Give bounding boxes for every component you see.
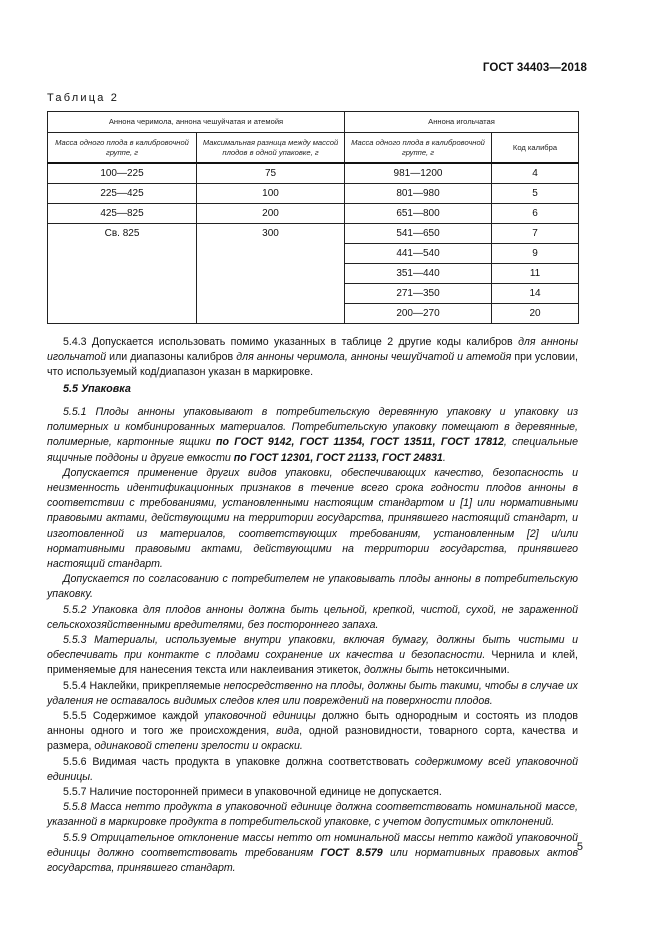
group-header-cherimoya: Аннона черимола, аннона чешуйчатая и атемойя: [48, 112, 345, 133]
text-run: , должны быть такими, чтобы в случае их удаления не оставалось видимых следов клея или повреждений на поверхности плодов.: [47, 679, 578, 707]
page-number: 5: [576, 841, 583, 853]
text-run: нетоксичными.: [433, 664, 510, 677]
text-run: одинаковой степени зрелости и окраски.: [94, 740, 303, 753]
cell-caliber-code: 4: [492, 163, 579, 184]
cell-max-diff: 300: [197, 224, 345, 324]
document-code: ГОСТ 34403—2018: [482, 62, 587, 74]
cell-mass-right: 271—350: [345, 284, 492, 304]
text-run: .: [442, 451, 446, 464]
clause-5-4-3: [47, 335, 578, 381]
cell-caliber-code: 20: [492, 304, 579, 324]
paragraph: 5.5.2 Упаковка для плодов анноны должна быть цельной, крепкой, чистой, сухой, не зараженной сельскохозяйственными вредителями, без постороннего запаха.: [47, 603, 578, 631]
table-row: [48, 163, 579, 184]
text-run: или диапазоны калибров: [106, 351, 237, 364]
cell-caliber-code: 5: [492, 184, 579, 204]
table-column-header-row: [48, 133, 579, 164]
cell-mass-right: 441—540: [345, 244, 492, 264]
text-run: упаковочной единицы: [204, 710, 316, 723]
paragraph: Допускается по согласованию с потребителем не упаковывать плоды анноны в потребительскую упаковку.: [47, 573, 578, 601]
cell-mass-right: 981—1200: [345, 163, 492, 184]
text-run: вида: [275, 725, 300, 738]
cell-max-diff: 100: [197, 184, 345, 204]
paragraph: [47, 831, 578, 877]
paragraph: [47, 679, 578, 709]
text-run: 5.5.1 Плоды анноны упаковывают в потребительскую деревянную упаковку и упаковку из полимерных и комбинированных материалов. Потребительскую упаковку помещают в деревянные, полимерные, картонные ящики: [47, 406, 578, 449]
text-run: по ГОСТ 9142, ГОСТ 11354, ГОСТ 13511, ГОСТ 17812: [216, 436, 504, 449]
text-run: 5.5.5 Содержимое каждой: [63, 710, 205, 723]
cell-mass-right: 541—650: [345, 224, 492, 244]
text-run: 5.5.4 Наклейки, прикрепляемые: [63, 679, 224, 692]
cell-caliber-code: 14: [492, 284, 579, 304]
text-run: должно быть однородным и состоять из плодов анноны одного и того же происхождения,: [47, 710, 578, 738]
caliber-table: [47, 111, 579, 324]
text-run: 5.4.3 Допускается использовать помимо указанных в таблице 2 другие коды калибров: [63, 336, 519, 348]
section-5-5-body: [47, 405, 578, 876]
paragraph: [47, 755, 578, 785]
text-run: , одной разновидности, товарного сорта, качества и размера,: [47, 725, 578, 753]
cell-mass-right: 200—270: [345, 304, 492, 324]
cell-mass-right: 801—980: [345, 184, 492, 204]
paragraph: [47, 335, 578, 381]
cell-mass-left: Св. 825: [48, 224, 197, 324]
text-run: , специальные ящичные поддоны и другие емкости: [47, 436, 578, 464]
paragraph: Допускается применение других видов упаковки, обеспечивающих качество, безопасность и неизменность идентификационных признаков в течение всего срока годности плодов анноны в соответствии с требованиями, установленными настоящим стандартом и [1] или нормативными правовыми актами, действующими на территории государства, принявшего настоящий стандарт, и изготовленной из материалов, соответствующих требованиям, установленным [2] и/или нормативными правовыми актами, действующими на территории государства, принявшего настоящий стандарт.: [47, 466, 578, 571]
text-run: Чернила и клей, применяемые для нанесения текста или наклеивания этикеток,: [47, 649, 578, 677]
cell-caliber-code: 11: [492, 264, 579, 284]
cell-caliber-code: 9: [492, 244, 579, 264]
text-run: содержимому всей упаковочной единицы.: [47, 755, 578, 783]
cell-max-diff: 75: [197, 163, 345, 184]
table-group-header-row: [48, 112, 579, 133]
table-row: [48, 224, 579, 244]
paragraph: [47, 633, 578, 679]
text-run: 5.5.6 Видимая часть продукта в упаковке должна соответствовать: [63, 755, 415, 768]
paragraph: [47, 709, 578, 755]
cell-caliber-code: 7: [492, 224, 579, 244]
cell-mass-right: 351—440: [345, 264, 492, 284]
col-header-max-diff: Максимальная разница между массой плодов в одной упаковке, г: [197, 133, 345, 164]
col-header-caliber-code: Код калибра: [492, 133, 579, 164]
text-run: по ГОСТ 12301, ГОСТ 21133, ГОСТ 24831: [233, 451, 443, 464]
col-header-mass-right: Масса одного плода в калибровочной группе, г: [345, 133, 492, 164]
text-run: ГОСТ 8.579: [320, 846, 383, 859]
text-run: непосредственно на плоды: [223, 679, 362, 692]
cell-max-diff: 200: [197, 204, 345, 224]
cell-mass-left: 225—425: [48, 184, 197, 204]
cell-caliber-code: 6: [492, 204, 579, 224]
text-run: или нормативных правовых актов государства, принявшего стандарт.: [47, 846, 578, 875]
cell-mass-left: 100—225: [48, 163, 197, 184]
section-title-packaging: 5.5 Упаковка: [63, 383, 131, 395]
paragraph: 5.5.8 Масса нетто продукта в упаковочной единице должна соответствовать номинальной массе, указанной в маркировке продукта в потребительской упаковке, с учетом допустимых отклонений.: [47, 801, 578, 829]
text-run: должны быть: [364, 664, 434, 677]
cell-mass-left: 425—825: [48, 204, 197, 224]
paragraph: 5.5.7 Наличие посторонней примеси в упаковочной единице не допускается.: [63, 786, 442, 799]
table-row: [48, 204, 579, 224]
paragraph: [47, 405, 578, 466]
text-run: для анноны черимола, анноны чешуйчатой и атемойя: [236, 351, 512, 364]
text-run: при условии, что используемый код/диапазон указан в маркировке.: [47, 351, 578, 379]
table-row: [48, 184, 579, 204]
col-header-mass-left: Масса одного плода в калибровочной группе, г: [48, 133, 197, 164]
group-header-soursop: Аннона игольчатая: [345, 112, 579, 133]
text-run: для анноны игольчатой: [47, 336, 578, 364]
cell-mass-right: 651—800: [345, 204, 492, 224]
text-run: 5.5.9 Отрицательное отклонение массы нетто от номинальной массы нетто каждой упаковочной единицы должно соответствовать требованиям: [47, 831, 578, 859]
text-run: 5.5.3 Материалы, используемые внутри упаковки, включая бумагу, должны быть чистыми и обеспечивать при контакте с плодами сохранение их качества и безопасности.: [47, 634, 578, 662]
table-caption: Таблица 2: [47, 92, 120, 104]
